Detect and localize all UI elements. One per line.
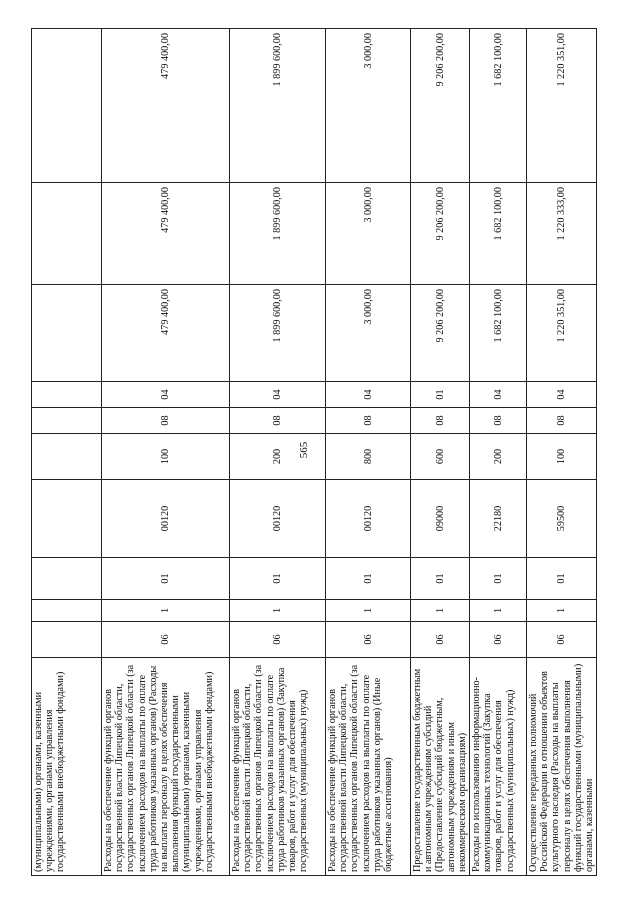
table-row — [470, 29, 527, 876]
row-description: Предоставление государственным бюджетным и автономным учреждениям субсидий (Предоставление субсидий бюджетным, автономным учреждениям и иным некоммерческим организациям) — [411, 658, 470, 876]
col-sum-3: 479 400,00 — [102, 29, 230, 183]
col-vr: 100 — [527, 434, 597, 480]
col-vr: 600 — [411, 434, 470, 480]
col-csr: 00120 — [326, 480, 411, 558]
col-vr: 100 — [102, 434, 230, 480]
col-sum-total: 9 206 200,00 — [411, 285, 470, 382]
col-csr: 09000 — [411, 480, 470, 558]
col-ku: 08 — [326, 408, 411, 434]
col-ok: 01 — [411, 382, 470, 408]
col-sum-2 — [32, 183, 102, 285]
col-sum-2: 1 682 100,00 — [470, 183, 527, 285]
table-row — [102, 29, 230, 876]
row-description: Расходы на обеспечение функций органов государственной власти Липецкой области, государственных органов Липецкой области (за исключением расходов на выплаты по оплате труда работников указанных органов) (Закупка товаров, работ и услуг для обеспечения государственных (муниципальных) нужд) — [230, 658, 326, 876]
col-vr: 800 — [326, 434, 411, 480]
col-ku: 08 — [470, 408, 527, 434]
col-vr — [32, 434, 102, 480]
col-ku: 08 — [527, 408, 597, 434]
col-sum-total — [32, 285, 102, 382]
col-sum-total: 1 220 351,00 — [527, 285, 597, 382]
col-chapter: 06 — [102, 622, 230, 658]
col-ku: 08 — [102, 408, 230, 434]
col-ok: 04 — [102, 382, 230, 408]
col-subsection: 01 — [527, 558, 597, 600]
table-row — [411, 29, 470, 876]
col-chapter: 06 — [470, 622, 527, 658]
col-sum-3 — [32, 29, 102, 183]
table-row — [326, 29, 411, 876]
col-sum-3: 3 000,00 — [326, 29, 411, 183]
col-section — [32, 600, 102, 622]
col-ok: 04 — [326, 382, 411, 408]
col-sum-2: 9 206 200,00 — [411, 183, 470, 285]
col-section: 1 — [102, 600, 230, 622]
col-subsection: 01 — [230, 558, 326, 600]
row-description: Расходы на обеспечение функций органов государственной власти Липецкой области, государственных органов Липецкой области (за исключением расходов на выплаты по оплате труда работников указанных органов) (Иные бюджетные ассигнования) — [326, 658, 411, 876]
row-description: (муниципальными) органами, казенными учреждениями, органами управления государственными внебюджетными фондами) — [32, 658, 102, 876]
col-ku: 08 — [411, 408, 470, 434]
col-sum-total: 479 400,00 — [102, 285, 230, 382]
table-row — [32, 29, 102, 876]
col-subsection: 01 — [102, 558, 230, 600]
col-csr: 59500 — [527, 480, 597, 558]
col-chapter: 06 — [527, 622, 597, 658]
col-csr: 00120 — [102, 480, 230, 558]
col-sum-3: 1 220 351,00 — [527, 29, 597, 183]
col-ok: 04 — [230, 382, 326, 408]
page-number: 565 — [298, 441, 310, 459]
table-row — [527, 29, 597, 876]
col-chapter — [32, 622, 102, 658]
col-sum-total: 1 899 600,00 — [230, 285, 326, 382]
col-subsection: 01 — [411, 558, 470, 600]
table-row — [230, 29, 326, 876]
rotated-page-content — [31, 29, 596, 876]
col-sum-2: 1 899 600,00 — [230, 183, 326, 285]
col-sum-3: 1 682 100,00 — [470, 29, 527, 183]
col-vr: 200 — [470, 434, 527, 480]
col-sum-2: 1 220 333,00 — [527, 183, 597, 285]
col-sum-2: 479 400,00 — [102, 183, 230, 285]
col-subsection: 01 — [326, 558, 411, 600]
col-csr: 22180 — [470, 480, 527, 558]
col-sum-2: 3 000,00 — [326, 183, 411, 285]
col-sum-total: 3 000,00 — [326, 285, 411, 382]
col-ku: 08 — [230, 408, 326, 434]
col-sum-total: 1 682 100,00 — [470, 285, 527, 382]
row-description: Расходы по использованию информационно-коммуникационных технологий (Закупка товаров, работ и услуг для обеспечения государственных (муниципальных) нужд) — [470, 658, 527, 876]
col-chapter: 06 — [326, 622, 411, 658]
col-ok — [32, 382, 102, 408]
col-sum-3: 1 899 600,00 — [230, 29, 326, 183]
col-ku — [32, 408, 102, 434]
col-subsection: 01 — [470, 558, 527, 600]
col-csr — [32, 480, 102, 558]
row-description: Расходы на обеспечение функций органов государственной власти Липецкой области, государственных органов Липецкой области (за исключением расходов на выплаты по оплате труда работников указанных органов) (Расходы на выплаты персоналу в целях обеспечения выполнения функций государственными (муниципальными) органами, казенными учреждениями, органами управления государственными внебюджетными фондами) — [102, 658, 230, 876]
col-section: 1 — [411, 600, 470, 622]
col-section: 1 — [527, 600, 597, 622]
col-ok: 04 — [527, 382, 597, 408]
col-ok: 04 — [470, 382, 527, 408]
col-chapter: 06 — [230, 622, 326, 658]
col-csr: 00120 — [230, 480, 326, 558]
col-chapter: 06 — [411, 622, 470, 658]
col-subsection — [32, 558, 102, 600]
col-section: 1 — [470, 600, 527, 622]
col-section: 1 — [326, 600, 411, 622]
row-description: Осуществление переданных полномочий Российской Федерации в отношении объектов культурного наследия (Расходы на выплаты персоналу в целях обеспечения выполнения функций государственными (муниципальными) органами, казенными — [527, 658, 597, 876]
col-section: 1 — [230, 600, 326, 622]
col-vr: 200 — [230, 434, 326, 480]
budget-table — [31, 28, 597, 876]
col-sum-3: 9 206 200,00 — [411, 29, 470, 183]
